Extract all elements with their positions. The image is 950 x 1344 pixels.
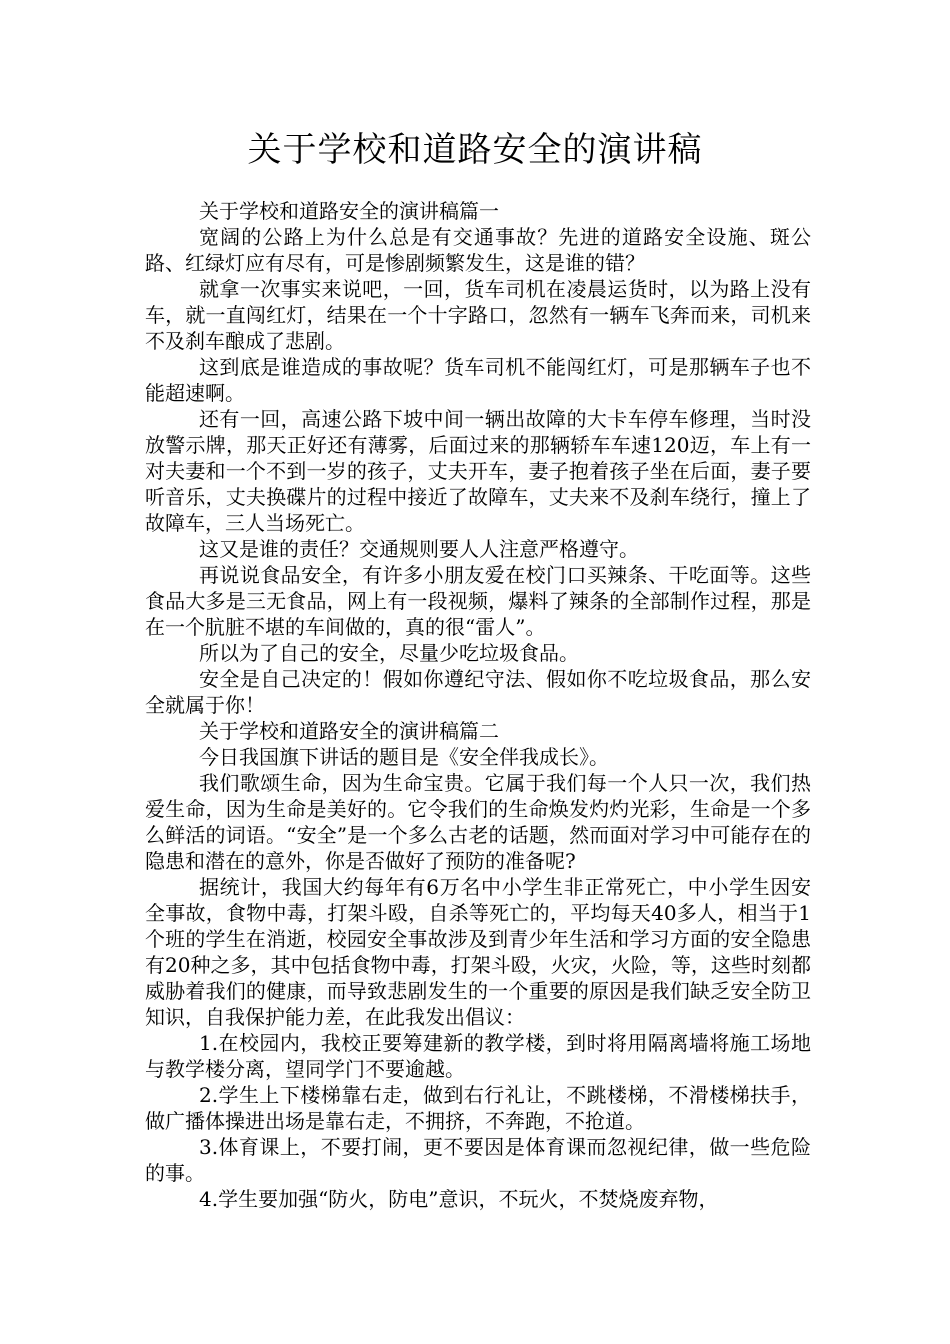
paragraph: 我们歌颂生命，因为生命宝贵。它属于我们每一个人只一次，我们热爱生命，因为生命是美好的。它令我们的生命焕发灼灼光彩，生命是一个多么鲜活的词语。“安全”是一个多么古老的话题，然而面对学习中可能存在的隐患和潜在的意外，你是否做好了预防的准备呢? xyxy=(145,771,811,873)
paragraph: 就拿一次事实来说吧，一回，货车司机在凌晨运货时，以为路上没有车，就一直闯红灯，结果在一个十字路口，忽然有一辆车飞奔而来，司机来不及刹车酿成了悲剧。 xyxy=(145,277,811,353)
paragraph: 所以为了自己的安全，尽量少吃垃圾食品。 xyxy=(199,641,579,665)
list-item: 2.学生上下楼梯靠右走，做到右行礼让，不跳楼梯，不滑楼梯扶手，做广播体操进出场是靠右走，不拥挤，不奔跑，不抢道。 xyxy=(145,1083,811,1133)
list-item: 4.学生要加强“防火，防电”意识，不玩火，不焚烧废弃物， xyxy=(199,1187,719,1211)
heading-part-two: 关于学校和道路安全的演讲稿篇二 xyxy=(199,719,499,743)
list-item: 1.在校园内，我校正要筹建新的教学楼，到时将用隔离墙将施工场地与教学楼分离，望同学门不要逾越。 xyxy=(145,1031,811,1081)
paragraph: 今日我国旗下讲话的题目是《安全伴我成长》。 xyxy=(199,745,609,769)
document-title: 关于学校和道路安全的演讲稿 xyxy=(247,130,703,170)
paragraph: 宽阔的公路上为什么总是有交通事故？先进的道路安全设施、斑公路、红绿灯应有尽有，可是惨剧频繁发生，这是谁的错？ xyxy=(145,225,811,275)
paragraph: 这又是谁的责任？交通规则要人人注意严格遵守。 xyxy=(199,537,639,561)
list-item: 3.体育课上，不要打闹，更不要因是体育课而忽视纪律，做一些危险的事。 xyxy=(145,1135,811,1185)
paragraph: 还有一回，高速公路下坡中间一辆出故障的大卡车停车修理，当时没放警示牌，那天正好还有薄雾，后面过来的那辆轿车车速120迈，车上有一对夫妻和一个不到一岁的孩子，丈夫开车，妻子抱着孩子坐在后面，妻子要听音乐，丈夫换碟片的过程中接近了故障车，丈夫来不及刹车绕行，撞上了故障车，三人当场死亡。 xyxy=(145,407,811,535)
paragraph: 再说说食品安全，有许多小朋友爱在校门口买辣条、干吃面等。这些食品大多是三无食品，网上有一段视频，爆料了辣条的全部制作过程，那是在一个肮脏不堪的车间做的，真的很“雷人”。 xyxy=(145,563,811,639)
paragraph: 安全是自己决定的！假如你遵纪守法、假如你不吃垃圾食品，那么安全就属于你！ xyxy=(145,667,811,717)
paragraph: 据统计，我国大约每年有6万名中小学生非正常死亡，中小学生因安全事故，食物中毒，打架斗殴，自杀等死亡的，平均每天40多人，相当于1个班的学生在消逝，校园安全事故涉及到青少年生活和学习方面的安全隐患有20种之多，其中包括食物中毒，打架斗殴，火灾，火险，等，这些时刻都威胁着我们的健康，而导致悲剧发生的一个重要的原因是我们缺乏安全防卫知识，自我保护能力差，在此我发出倡议： xyxy=(145,875,811,1029)
paragraph: 这到底是谁造成的事故呢？货车司机不能闯红灯，可是那辆车子也不能超速啊。 xyxy=(145,355,811,405)
document-body xyxy=(145,198,811,1212)
heading-part-one: 关于学校和道路安全的演讲稿篇一 xyxy=(199,199,499,223)
